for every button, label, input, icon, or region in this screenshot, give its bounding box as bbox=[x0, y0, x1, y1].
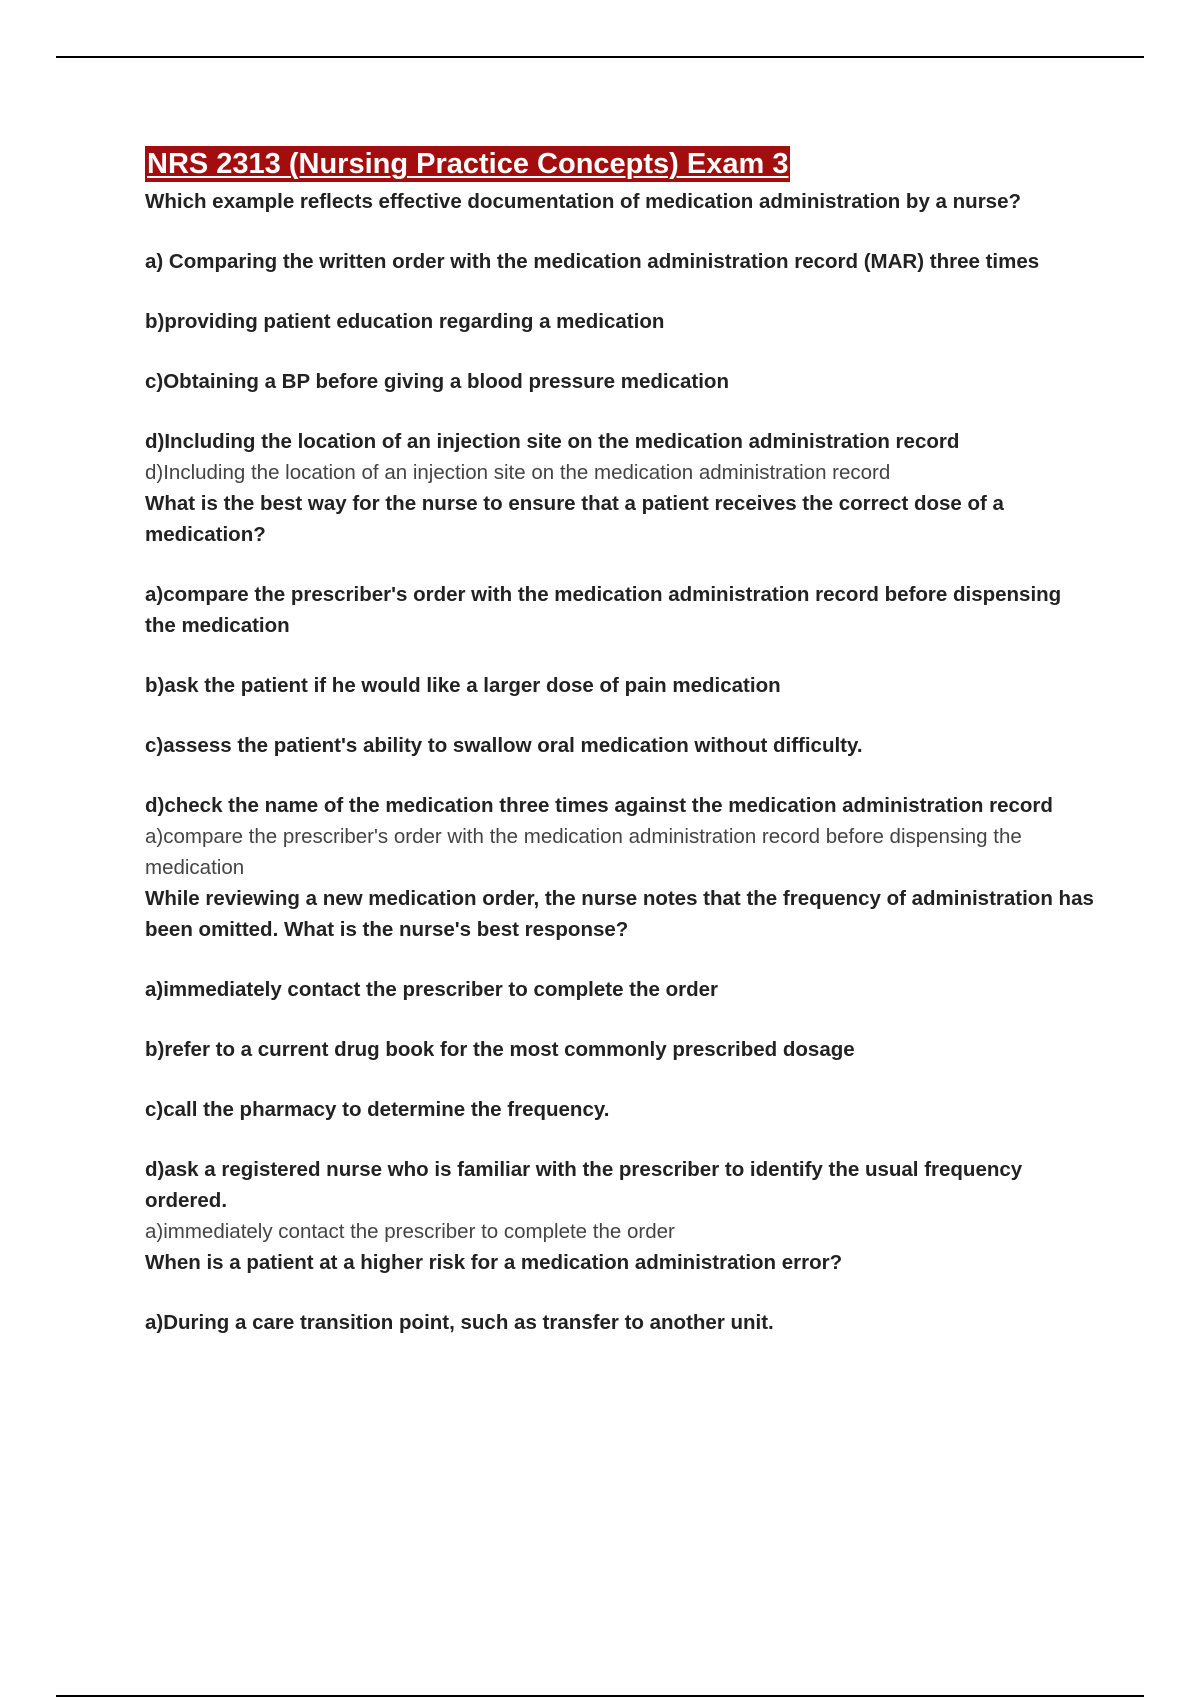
option-c: c)call the pharmacy to determine the frequency. bbox=[145, 1098, 610, 1121]
question-text: Which example reflects effective documentation of medication administration by a nurse? bbox=[145, 190, 1021, 213]
question-block-3 bbox=[145, 883, 1095, 1247]
option-b: b)ask the patient if he would like a larger dose of pain medication bbox=[145, 674, 781, 697]
question-text: What is the best way for the nurse to ensure that a patient receives the correct dose of a medication? bbox=[145, 492, 1004, 546]
option-a: a)immediately contact the prescriber to complete the order bbox=[145, 978, 719, 1001]
document-title: NRS 2313 (Nursing Practice Concepts) Exam 3 bbox=[147, 148, 789, 180]
option-d: d)check the name of the medication three times against the medication administration record bbox=[145, 794, 1053, 817]
option-b: b)providing patient education regarding a medication bbox=[145, 310, 665, 333]
answer-text: d)Including the location of an injection site on the medication administration record bbox=[145, 461, 891, 484]
question-block-2 bbox=[145, 488, 1095, 883]
question-block-1 bbox=[145, 186, 1095, 488]
question-text: While reviewing a new medication order, the nurse notes that the frequency of administration has been omitted. What is the nurse's best response? bbox=[145, 887, 1094, 941]
option-d: d)Including the location of an injection site on the medication administration record bbox=[145, 430, 960, 453]
bottom-rule bbox=[56, 1695, 1144, 1697]
option-a: a)compare the prescriber's order with the medication administration record before dispensing the medication bbox=[145, 583, 1062, 637]
document-body bbox=[145, 146, 1095, 1338]
question-text: When is a patient at a higher risk for a medication administration error? bbox=[145, 1251, 843, 1274]
answer-text: a)immediately contact the prescriber to complete the order bbox=[145, 1220, 675, 1243]
option-c: c)Obtaining a BP before giving a blood pressure medication bbox=[145, 370, 729, 393]
question-block-4 bbox=[145, 1247, 1095, 1338]
answer-text: a)compare the prescriber's order with the medication administration record before dispensing the medication bbox=[145, 825, 1022, 879]
option-a: a) Comparing the written order with the medication administration record (MAR) three times bbox=[145, 250, 1040, 273]
option-d: d)ask a registered nurse who is familiar with the prescriber to identify the usual frequency ordered. bbox=[145, 1158, 1023, 1212]
option-a: a)During a care transition point, such as transfer to another unit. bbox=[145, 1311, 774, 1334]
option-c: c)assess the patient's ability to swallow oral medication without difficulty. bbox=[145, 734, 863, 757]
top-rule bbox=[56, 56, 1144, 58]
option-b: b)refer to a current drug book for the most commonly prescribed dosage bbox=[145, 1038, 855, 1061]
